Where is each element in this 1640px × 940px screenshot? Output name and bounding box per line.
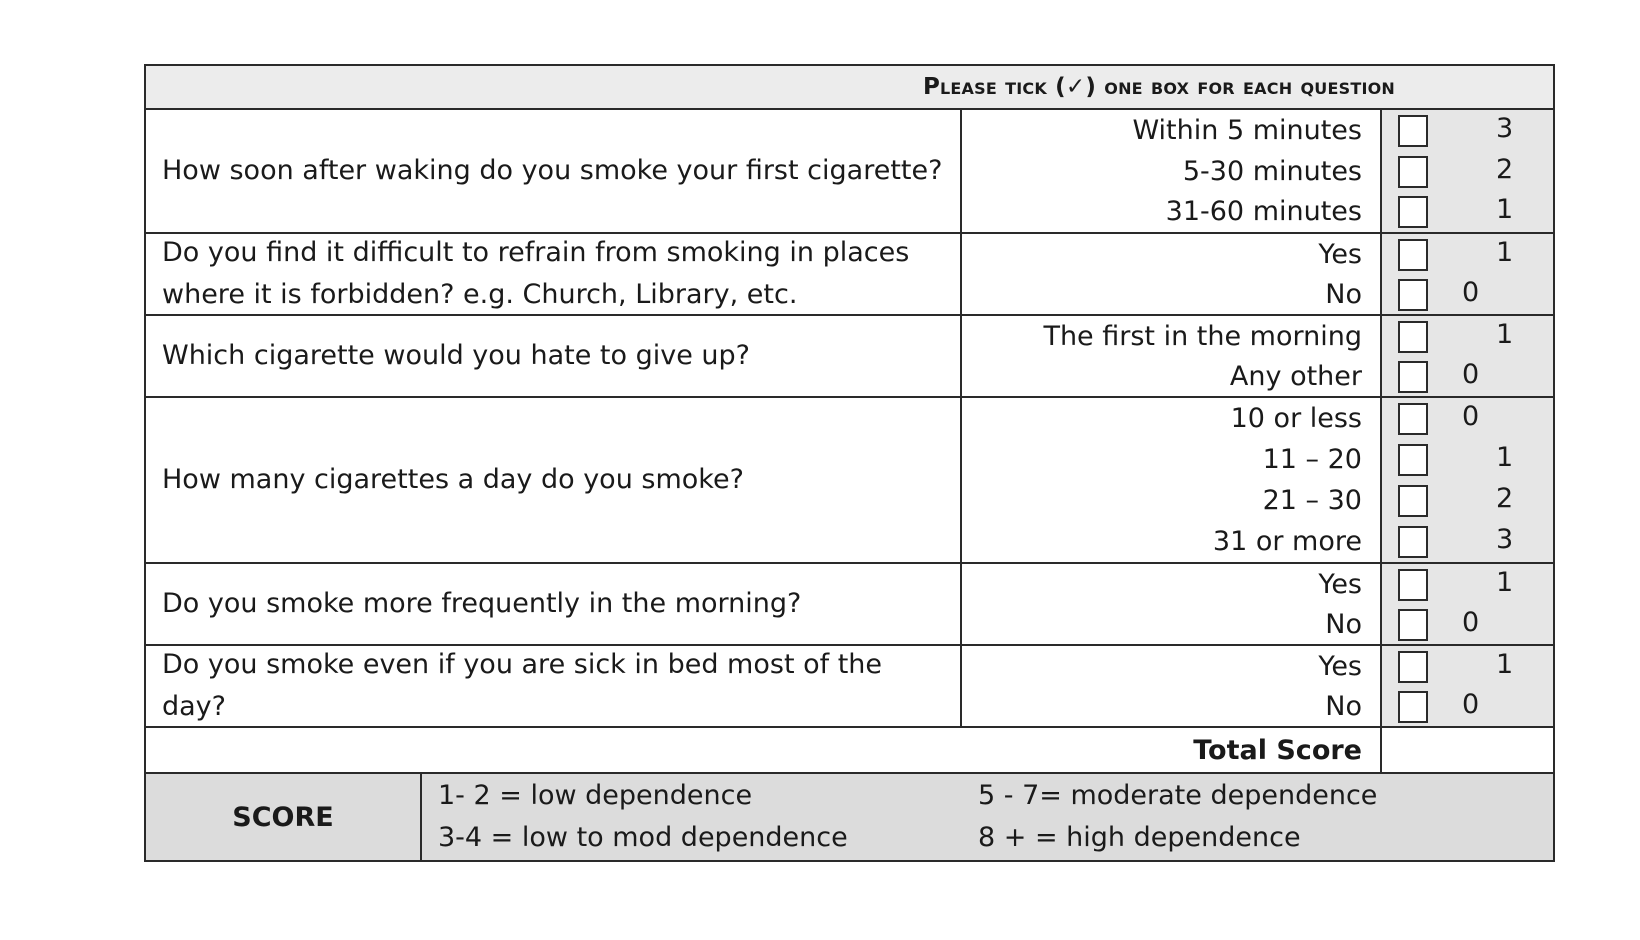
question-row — [146, 110, 1553, 234]
tick-checkbox[interactable] — [1398, 361, 1428, 393]
option-label: Yes — [1318, 568, 1362, 600]
option-label: 11 – 20 — [1262, 444, 1362, 475]
score-range: 8 + = high dependence — [978, 822, 1301, 853]
score-column — [1382, 234, 1553, 314]
option-points: 2 — [1496, 153, 1514, 185]
answer-options — [962, 234, 1382, 314]
option-score-line — [1382, 521, 1553, 562]
score-column — [1382, 398, 1553, 562]
option-score-line — [1382, 480, 1553, 521]
tick-checkbox[interactable] — [1398, 651, 1428, 683]
answer-options — [962, 398, 1382, 562]
option-score-line — [1382, 398, 1553, 439]
option-points: 0 — [1462, 607, 1480, 638]
score-column — [1382, 316, 1553, 396]
total-score-label: Total Score — [146, 728, 1382, 772]
tick-checkbox[interactable] — [1398, 444, 1428, 476]
option-points: 0 — [1462, 359, 1480, 390]
question-text — [146, 234, 962, 314]
option-label: No — [1325, 608, 1362, 640]
question-row — [146, 316, 1553, 398]
option-points: 3 — [1496, 524, 1514, 555]
option-points: 0 — [1462, 277, 1480, 308]
option-label: The first in the morning — [1043, 320, 1362, 352]
option-score-line — [1382, 191, 1553, 232]
score-key-column-1 — [422, 774, 962, 860]
tick-checkbox[interactable] — [1398, 321, 1428, 353]
tick-checkbox[interactable] — [1398, 279, 1428, 311]
nicotine-dependence-form — [144, 64, 1555, 862]
option-score-line — [1382, 110, 1553, 151]
option-points: 1 — [1496, 567, 1514, 598]
option-points: 0 — [1462, 689, 1480, 720]
option-label: Yes — [1318, 650, 1362, 682]
question-row — [146, 646, 1553, 728]
option-label: 10 or less — [1230, 403, 1362, 434]
tick-checkbox[interactable] — [1398, 115, 1428, 147]
score-key-column-2 — [962, 774, 1553, 860]
option-label: 21 – 30 — [1262, 485, 1362, 516]
option-score-line — [1382, 234, 1553, 274]
question-text — [146, 398, 962, 562]
question-text — [146, 110, 962, 232]
tick-checkbox[interactable] — [1398, 403, 1428, 435]
option-points: 2 — [1496, 483, 1514, 514]
question-text — [146, 316, 962, 396]
option-points: 3 — [1496, 113, 1514, 144]
option-label: 31 or more — [1212, 526, 1362, 557]
tick-checkbox[interactable] — [1398, 156, 1428, 188]
option-points: 1 — [1496, 319, 1514, 350]
option-points: 1 — [1496, 442, 1514, 473]
score-column — [1382, 564, 1553, 644]
question-list — [146, 110, 1553, 728]
score-column — [1382, 110, 1553, 232]
tick-checkbox[interactable] — [1398, 485, 1428, 517]
question-label: How many cigarettes a day do you smoke? — [162, 464, 744, 495]
total-score-field[interactable] — [1382, 728, 1553, 772]
question-label: Do you find it difficult to refrain from smoking in places where it is forbidden? e.g. Church, Library, etc. — [162, 237, 910, 310]
score-key-label: SCORE — [146, 774, 422, 860]
option-label: Yes — [1318, 238, 1362, 270]
tick-checkbox[interactable] — [1398, 239, 1428, 271]
tick-checkbox[interactable] — [1398, 526, 1428, 558]
question-label: Do you smoke even if you are sick in bed most of the day? — [162, 649, 883, 722]
answer-options — [962, 316, 1382, 396]
question-text — [146, 646, 962, 726]
option-points: 1 — [1496, 237, 1514, 268]
option-score-line — [1382, 356, 1553, 396]
score-range: 3-4 = low to mod dependence — [438, 822, 848, 853]
tick-instruction: Please tick (✓) one box for each question — [922, 74, 1395, 100]
option-label: 31-60 minutes — [1165, 196, 1362, 228]
option-score-line — [1382, 316, 1553, 356]
option-score-line — [1382, 151, 1553, 192]
question-row — [146, 234, 1553, 316]
answer-options — [962, 110, 1382, 232]
option-label: No — [1325, 690, 1362, 722]
option-score-line — [1382, 686, 1553, 726]
option-points: 0 — [1462, 401, 1480, 432]
option-score-line — [1382, 564, 1553, 604]
score-range: 5 - 7= moderate dependence — [978, 780, 1378, 811]
score-key — [146, 774, 1553, 860]
option-points: 1 — [1496, 649, 1514, 680]
score-range: 1- 2 = low dependence — [438, 780, 753, 811]
tick-checkbox[interactable] — [1398, 691, 1428, 723]
question-label: Which cigarette would you hate to give up? — [162, 340, 751, 371]
answer-options — [962, 646, 1382, 726]
tick-checkbox[interactable] — [1398, 196, 1428, 228]
tick-checkbox[interactable] — [1398, 569, 1428, 601]
option-label: Within 5 minutes — [1132, 114, 1362, 146]
option-label: No — [1325, 278, 1362, 310]
question-row — [146, 398, 1553, 564]
option-score-line — [1382, 604, 1553, 644]
total-score-row — [146, 728, 1553, 774]
question-row — [146, 564, 1553, 646]
score-column — [1382, 646, 1553, 726]
question-label: How soon after waking do you smoke your first cigarette? — [162, 155, 943, 186]
option-label: Any other — [1229, 360, 1362, 392]
question-text — [146, 564, 962, 644]
option-label: 5-30 minutes — [1182, 155, 1362, 187]
tick-checkbox[interactable] — [1398, 609, 1428, 641]
question-label: Do you smoke more frequently in the morning? — [162, 588, 802, 619]
option-score-line — [1382, 439, 1553, 480]
form-header — [146, 66, 1553, 110]
option-points: 1 — [1496, 194, 1514, 226]
option-score-line — [1382, 274, 1553, 314]
answer-options — [962, 564, 1382, 644]
option-score-line — [1382, 646, 1553, 686]
